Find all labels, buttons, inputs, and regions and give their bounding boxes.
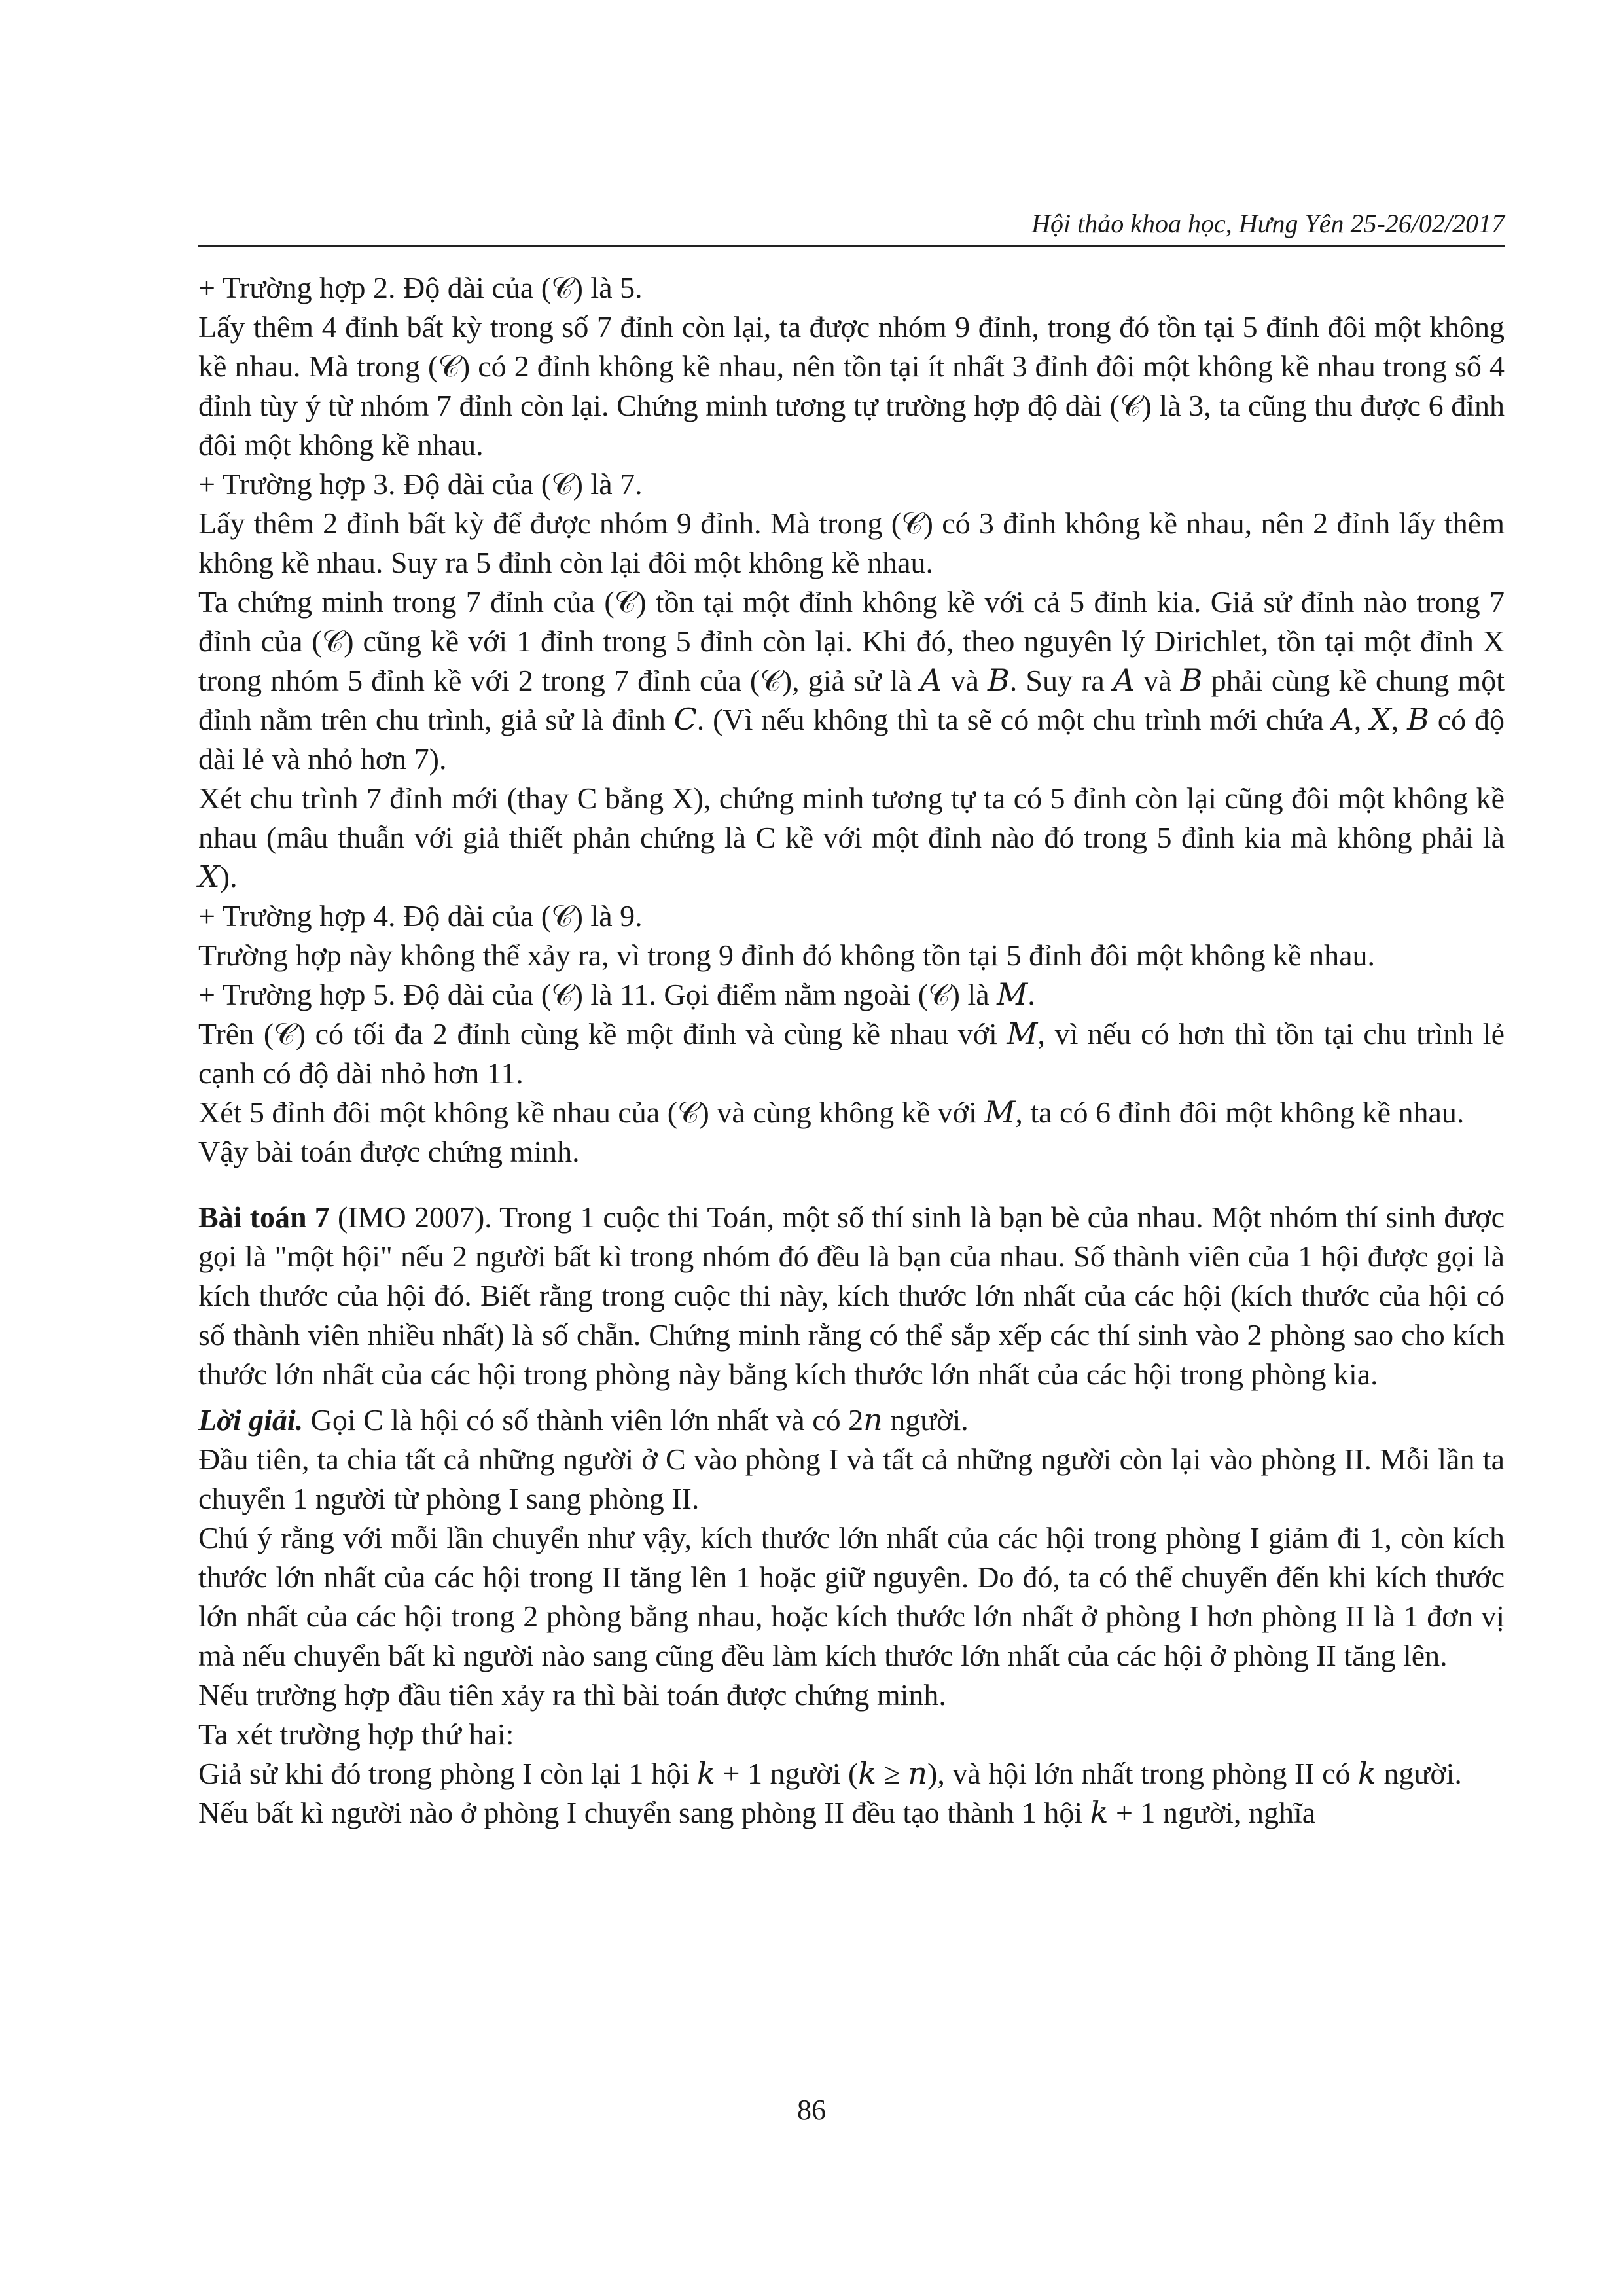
paragraph: + Trường hợp 3. Độ dài của (𝒞) là 7. xyxy=(198,467,643,501)
paragraph: + Trường hợp 4. Độ dài của (𝒞) là 9. xyxy=(198,899,643,933)
solution-paragraph: Giả sử khi đó trong phòng I còn lại 1 hội 𝑘 + 1 người (𝑘 ≥ 𝑛), và hội lớn nhất trong phòng II có 𝑘 người. xyxy=(198,1757,1462,1790)
solution-paragraph: Nếu bất kì người nào ở phòng I chuyển sang phòng II đều tạo thành 1 hội 𝑘 + 1 người, nghĩa xyxy=(198,1796,1316,1829)
paragraph: + Trường hợp 2. Độ dài của (𝒞) là 5. xyxy=(198,271,643,304)
paragraph: Ta chứng minh trong 7 đỉnh của (𝒞) tồn tại một đỉnh không kề với cả 5 đỉnh kia. Giả sử đỉnh nào trong 7 đỉnh của (𝒞) cũng kề với 1 đỉnh trong 5 đỉnh còn lại. Khi đó, theo nguyên lý Dirichlet, tồn tại một đỉnh X trong nhóm 5 đỉnh kề với 2 trong 7 đỉnh của (𝒞), giả sử là 𝐴 và 𝐵. Suy ra 𝐴 và 𝐵 phải cùng kề chung một đỉnh nằm trên chu trình, giả sử là đỉnh 𝐶. (Vì nếu không thì ta sẽ có một chu trình mới chứa 𝐴, 𝑋, 𝐵 có độ dài lẻ và nhỏ hơn 7). xyxy=(198,585,1505,776)
paragraph: Xét 5 đỉnh đôi một không kề nhau của (𝒞) và cùng không kề với 𝑀, ta có 6 đỉnh đôi một không kề nhau. xyxy=(198,1096,1465,1129)
section-gap xyxy=(198,1172,1505,1198)
problem-source: (IMO 2007). xyxy=(329,1200,492,1234)
paragraph: Lấy thêm 2 đỉnh bất kỳ để được nhóm 9 đỉnh. Mà trong (𝒞) có 3 đỉnh không kề nhau, nên 2 đỉnh lấy thêm không kề nhau. Suy ra 5 đỉnh còn lại đôi một không kề nhau. xyxy=(198,507,1505,579)
paragraph: Lấy thêm 4 đỉnh bất kỳ trong số 7 đỉnh còn lại, ta được nhóm 9 đỉnh, trong đó tồn tại 5 đỉnh đôi một không kề nhau. Mà trong (𝒞) có 2 đỉnh không kề nhau, nên tồn tại ít nhất 3 đỉnh đôi một không kề nhau trong số 4 đỉnh tùy ý từ nhóm 7 đỉnh còn lại. Chứng minh tương tự trường hợp độ dài (𝒞) là 3, ta cũng thu được 6 đỉnh đôi một không kề nhau. xyxy=(198,310,1505,461)
solution-paragraph: Nếu trường hợp đầu tiên xảy ra thì bài toán được chứng minh. xyxy=(198,1678,946,1712)
problem-statement xyxy=(198,1198,1505,1394)
running-header: Hội thảo khoa học, Hưng Yên 25-26/02/2017 xyxy=(1031,209,1505,238)
paragraph: Xét chu trình 7 đỉnh mới (thay C bằng X), chứng minh tương tự ta có 5 đỉnh còn lại cũng đôi một không kề nhau (mâu thuẫn với giả thiết phản chứng là C kề với một đỉnh nào đó trong 5 đỉnh kia mà không phải là 𝑋). xyxy=(198,781,1505,893)
solution-paragraph: Ta xét trường hợp thứ hai: xyxy=(198,1717,514,1751)
solution-first-line xyxy=(198,1401,1505,1440)
problem-text: Trong 1 cuộc thi Toán, một số thí sinh là bạn bè của nhau. Một nhóm thí sinh được gọi là "một hội" nếu 2 người bất kì trong nhóm đó đều là bạn của nhau. Số thành viên của 1 hội được gọi là kích thước của hội đó. Biết rằng trong cuộc thi này, kích thước lớn nhất của các hội (kích thước của hội có số thành viên nhiều nhất) là số chẵn. Chứng minh rằng có thể sắp xếp các thí sinh vào 2 phòng sao cho kích thước lớn nhất của các hội trong phòng này bằng kích thước lớn nhất của các hội trong phòng kia. xyxy=(198,1200,1505,1391)
solution-intro: Gọi C là hội có số thành viên lớn nhất và có 2𝑛 người. xyxy=(303,1403,969,1437)
paragraph: Trên (𝒞) có tối đa 2 đỉnh cùng kề một đỉnh và cùng kề nhau với 𝑀, vì nếu có hơn thì tồn tại chu trình lẻ cạnh có độ dài nhỏ hơn 11. xyxy=(198,1017,1505,1090)
page-body xyxy=(198,268,1505,1833)
solution-paragraph: Chú ý rằng với mỗi lần chuyển như vậy, kích thước lớn nhất của các hội trong phòng I giảm đi 1, còn kích thước lớn nhất của các hội trong II tăng lên 1 hoặc giữ nguyên. Do đó, ta có thể chuyển đến khi kích thước lớn nhất của các hội trong 2 phòng bằng nhau, hoặc kích thước lớn nhất ở phòng I hơn phòng II là 1 đơn vị mà nếu chuyển bất kì người nào sang cũng đều làm kích thước lớn nhất của các hội ở phòng II tăng lên. xyxy=(198,1521,1505,1672)
paragraph: Vậy bài toán được chứng minh. xyxy=(198,1135,580,1168)
page-number: 86 xyxy=(797,2094,826,2126)
paragraph: Trường hợp này không thể xảy ra, vì trong 9 đỉnh đó không tồn tại 5 đỉnh đôi một không kề nhau. xyxy=(198,939,1376,972)
solution-paragraph: Đầu tiên, ta chia tất cả những người ở C vào phòng I và tất cả những người còn lại vào phòng II. Mỗi lần ta chuyển 1 người từ phòng I sang phòng II. xyxy=(198,1443,1505,1515)
small-gap xyxy=(198,1394,1505,1401)
header-rule xyxy=(198,245,1505,247)
problem-label: Bài toán 7 xyxy=(198,1200,330,1234)
paragraph: + Trường hợp 5. Độ dài của (𝒞) là 11. Gọi điểm nằm ngoài (𝒞) là 𝑀. xyxy=(198,978,1035,1011)
solution-label: Lời giải. xyxy=(198,1403,304,1437)
